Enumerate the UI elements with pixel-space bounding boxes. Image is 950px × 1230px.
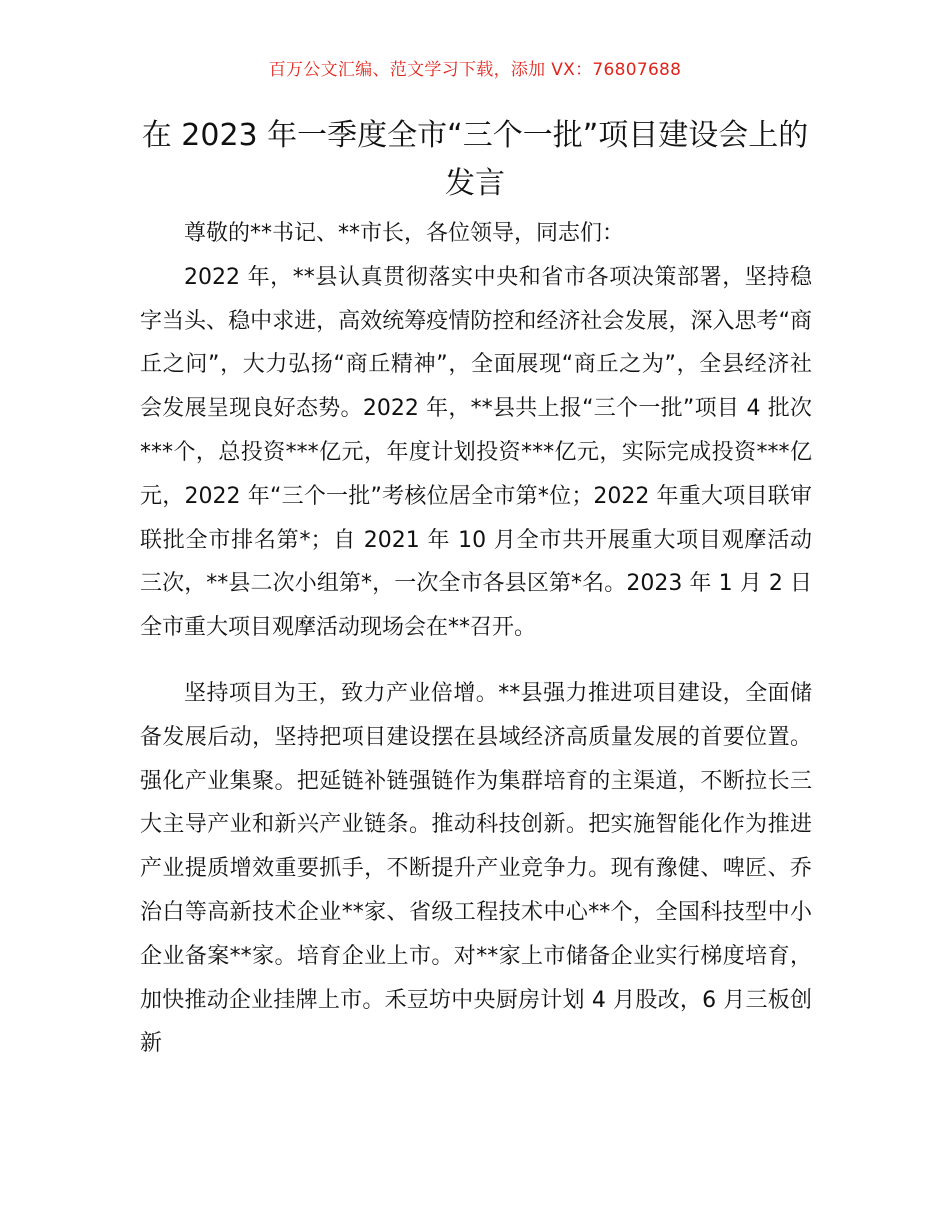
document-title: 在 2023 年一季度全市“三个一批”项目建设会上的发言 xyxy=(141,118,809,201)
paragraph-2: 坚持项目为王，致力产业倍增。**县强力推进项目建设，全面储备发展后动，坚持把项目建设摆在县域经济高质量发展的首要位置。强化产业集聚。把延链补链强链作为集群培育的主渠道，不断拉长三大主导产业和新兴产业链条。推动科技创新。把实施智能化作为推进产业提质增效重要抓手，不断提升产业竞争力。现有豫健、啤匠、乔治白等高新技术企业**家、省级工程技术中心**个，全国科技型中小企业备案**家。培育企业上市。对**家上市储备企业实行梯度培育，加快推动企业挂牌上市。禾豆坊中央厨房计划 4 月股改，6 月三板创新 xyxy=(140,680,812,1057)
header-watermark-line: 百万公文汇编、范文学习下载，添加 VX：76807688 xyxy=(268,60,682,80)
paragraph-1: 2022 年，**县认真贯彻落实中央和省市各项决策部署，坚持稳字当头、稳中求进，高效统筹疫情防控和经济社会发展，深入思考“商丘之问”，大力弘扬“商丘精神”，全面展现“商丘之为”，全县经济社会发展呈现良好态势。2022 年，**县共上报“三个一批”项目 4 批次***个，总投资***亿元，年度计划投资***亿元，实际完成投资***亿元，2022 年“三个一批”考核位居全市第*位；2022 年重大项目联审联批全市排名第*；自 2021 年 10 月全市共开展重大项目观摩活动三次，**县二次小组第*，一次全市各县区第*名。2023 年 1 月 2 日全市重大项目观摩活动现场会在**召开。 xyxy=(140,264,812,641)
salutation: 尊敬的**书记、**市长，各位领导，同志们： xyxy=(184,221,625,246)
document-body xyxy=(140,212,812,1066)
